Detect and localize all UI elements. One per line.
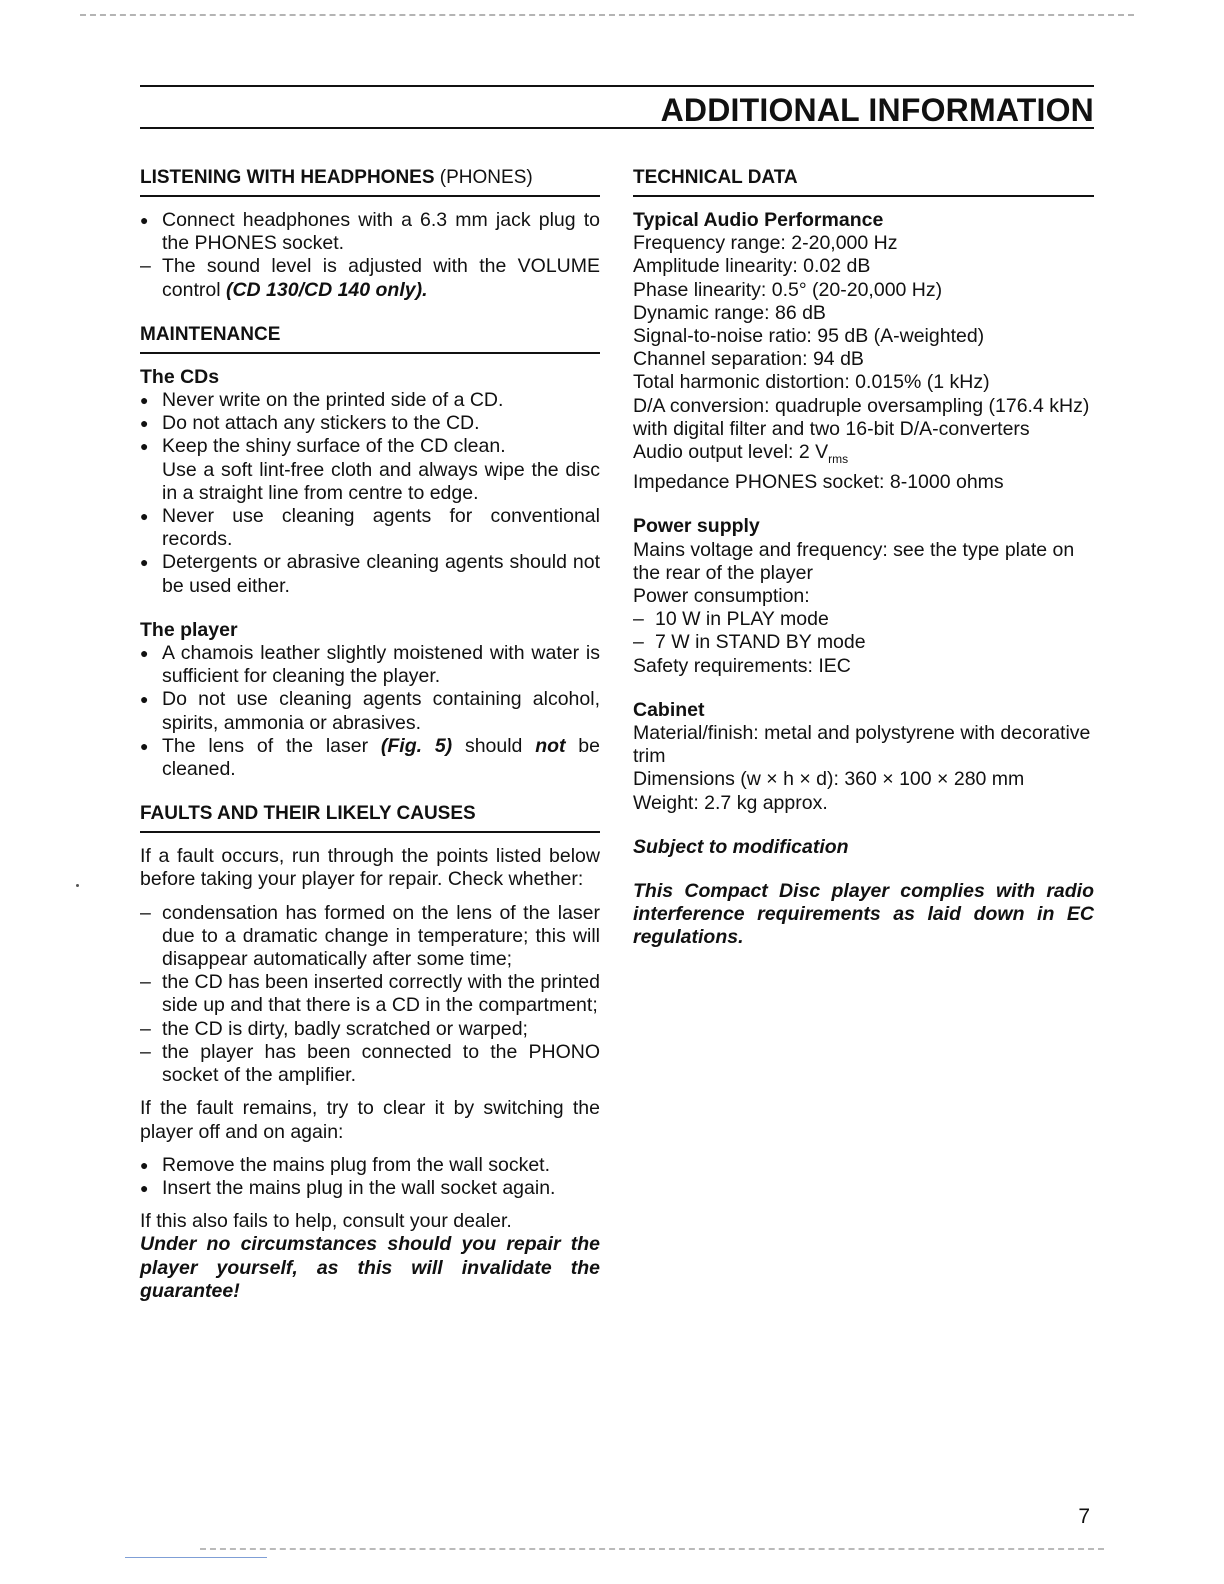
subheading-audio: Typical Audio Performance	[633, 209, 884, 231]
headphones-dash-list	[140, 255, 600, 301]
list-item: ● A chamois leather slightly moistened with water is sufficient for cleaning the player.	[140, 642, 600, 688]
faults-dealer: If this also fails to help, consult your dealer.	[140, 1210, 512, 1233]
list-item: ● Do not use cleaning agents containing alcohol, spirits, ammonia or abrasives.	[140, 688, 600, 734]
section-heading-headphones: LISTENING WITH HEADPHONES (PHONES)	[140, 166, 600, 197]
subheading-cds: The CDs	[140, 365, 220, 388]
faults-checklist	[140, 902, 600, 1088]
list-item: ● Never use cleaning agents for conventional records.	[140, 505, 600, 551]
left-column	[140, 166, 600, 1303]
list-item: – condensation has formed on the lens of the laser due to a dramatic change in temperature; this will disappear automatically after some time;	[140, 902, 600, 972]
spec-line: Dimensions (w × h × d): 360 × 100 × 280 mm	[633, 768, 1025, 791]
list-item: – 7 W in STAND BY mode	[633, 631, 1094, 654]
section-heading-faults: FAULTS AND THEIR LIKELY CAUSES	[140, 802, 600, 833]
list-item: – the CD has been inserted correctly with the printed side up and that there is a CD in the compartment;	[140, 971, 600, 1017]
modification-note: Subject to modification	[633, 835, 849, 858]
faults-remains: If the fault remains, try to clear it by switching the player off and on again:	[140, 1097, 600, 1143]
section-heading-maintenance: MAINTENANCE	[140, 323, 600, 354]
list-item: ● Do not attach any stickers to the CD.	[140, 412, 600, 435]
scan-speck	[76, 884, 79, 887]
subheading-player: The player	[140, 618, 238, 641]
list-item: – the CD is dirty, badly scratched or warped;	[140, 1018, 600, 1041]
faults-steps	[140, 1154, 600, 1200]
spec-line: Phase linearity: 0.5° (20-20,000 Hz)	[633, 278, 943, 301]
list-item: ● Remove the mains plug from the wall socket.	[140, 1154, 600, 1177]
scan-artifact-bottom	[200, 1548, 1104, 1554]
player-list	[140, 642, 600, 781]
list-item: ● Never write on the printed side of a CD.	[140, 389, 600, 412]
spec-line: Mains voltage and frequency: see the type plate on the rear of the player	[633, 538, 1075, 584]
spec-line-output: Audio output level: 2 $V_{rms}$	[633, 441, 849, 466]
spec-line: Frequency range: 2-20,000 Hz	[633, 232, 898, 255]
header-rule-top	[140, 85, 1094, 87]
scan-artifact-top	[80, 14, 1134, 20]
right-column	[633, 166, 1094, 950]
scan-artifact-blue-line	[125, 1557, 267, 1558]
spec-line: D/A conversion: quadruple oversampling (176.4 kHz) with digital filter and two 16-bit D/A-converters	[633, 394, 1090, 440]
spec-line: Impedance PHONES socket: 8-1000 ohms	[633, 471, 1004, 494]
list-item: – The sound level is adjusted with the VOLUME control (CD 130/CD 140 only).	[140, 255, 600, 301]
spec-line: Total harmonic distortion: 0.015% (1 kHz)	[633, 371, 990, 394]
list-item: ● The lens of the laser (Fig. 5) should not be cleaned.	[140, 735, 600, 781]
spec-line: Weight: 2.7 kg approx.	[633, 791, 828, 814]
spec-line: Signal-to-noise ratio: 95 dB (A-weighted)	[633, 325, 985, 348]
list-item: – 10 W in PLAY mode	[633, 608, 1094, 631]
subheading-cabinet: Cabinet	[633, 698, 705, 721]
power-modes	[633, 608, 1094, 654]
header-rule-bottom	[140, 127, 1094, 129]
spec-line: Amplitude linearity: 0.02 dB	[633, 255, 871, 278]
faults-intro: If a fault occurs, run through the points listed below before taking your player for repair. Check whether:	[140, 845, 600, 891]
page-title: ADDITIONAL INFORMATION	[660, 92, 1094, 128]
spec-line: Power consumption:	[633, 584, 810, 607]
subheading-power: Power supply	[633, 515, 760, 538]
faults-warning: Under no circumstances should you repair the player yourself, as this will invalidate the guarantee!	[140, 1233, 600, 1302]
spec-line: Material/finish: metal and polystyrene with decorative trim	[633, 721, 1091, 768]
list-item: – the player has been connected to the PHONO socket of the amplifier.	[140, 1041, 600, 1087]
list-item: ● Connect headphones with a 6.3 mm jack plug to the PHONES socket.	[140, 209, 600, 255]
headphones-list	[140, 209, 600, 255]
list-item: ● Insert the mains plug in the wall socket again.	[140, 1177, 600, 1200]
list-item: ● Keep the shiny surface of the CD clean. Use a soft lint-free cloth and always wipe the disc in a straight line from centre to edge.	[140, 435, 600, 505]
spec-line: Channel separation: 94 dB	[633, 348, 864, 371]
compliance-note: This Compact Disc player complies with radio interference requirements as laid down in EC regulations.	[633, 879, 1094, 949]
section-heading-technical-data: TECHNICAL DATA	[633, 166, 1094, 197]
list-item: ● Detergents or abrasive cleaning agents should not be used either.	[140, 551, 600, 597]
page-number: 7	[1078, 1505, 1090, 1528]
spec-line: Dynamic range: 86 dB	[633, 301, 826, 324]
cds-list	[140, 389, 600, 598]
spec-line: Safety requirements: IEC	[633, 654, 851, 677]
